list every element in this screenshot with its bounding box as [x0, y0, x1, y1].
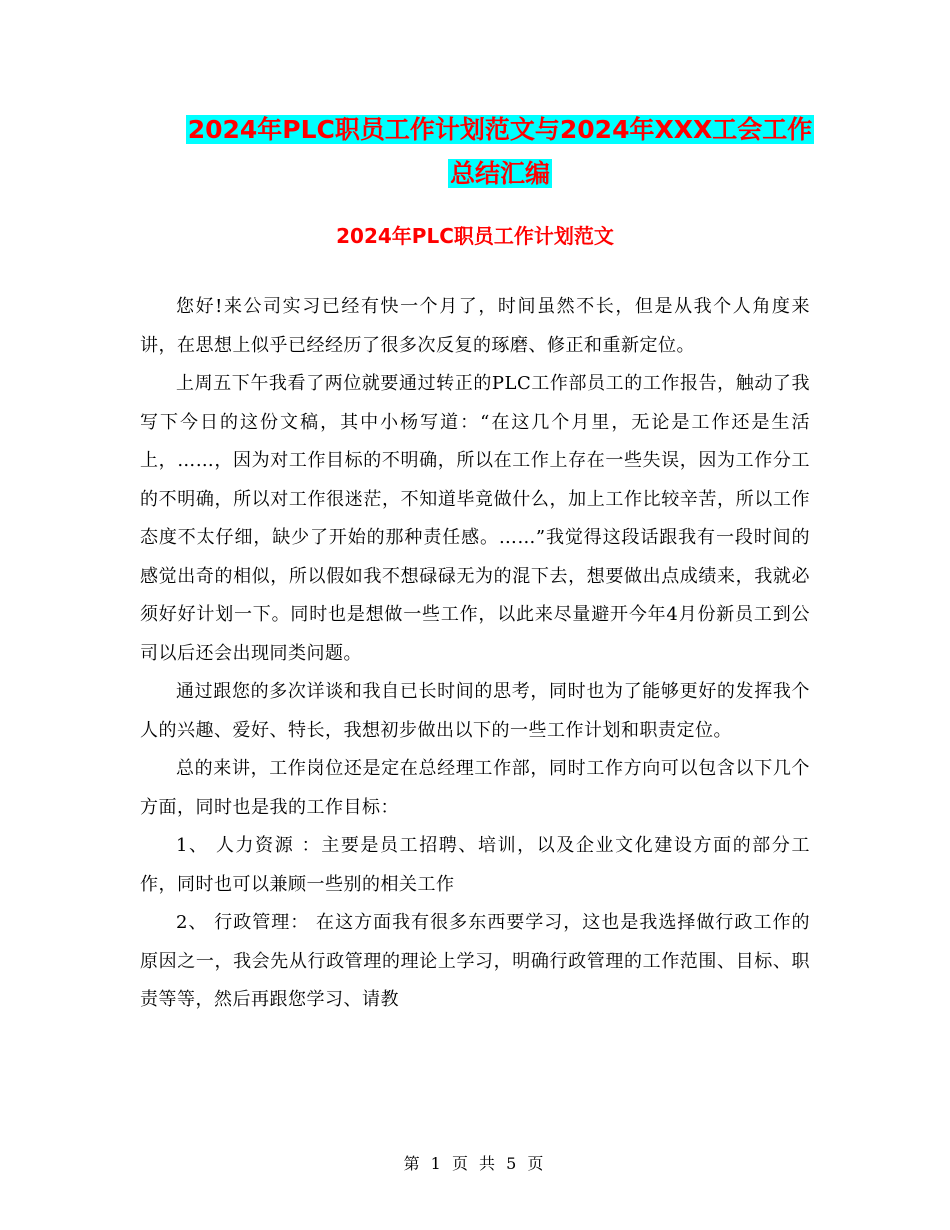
- paragraph: 您好!来公司实习已经有快一个月了，时间虽然不长，但是从我个人角度来讲，在思想上似乎已经经历了很多次反复的琢磨、修正和重新定位。: [140, 296, 810, 356]
- paragraph: 通过跟您的多次详谈和我自已长时间的思考，同时也为了能够更好的发挥我个人的兴趣、爱好、特长，我想初步做出以下的一些工作计划和职责定位。: [140, 681, 810, 741]
- document-title-line-2: 总结汇编: [449, 159, 550, 188]
- paragraph: 1、 人力资源 ：主要是员工招聘、培训，以及企业文化建设方面的部分工作，同时也可以兼顾一些别的相关工作: [140, 835, 810, 895]
- document-title-line-1: 2024年PLC职员工作计划范文与2024年XXX工会工作: [187, 115, 813, 144]
- paragraph: 总的来讲，工作岗位还是定在总经理工作部，同时工作方向可以包含以下几个方面，同时也是我的工作目标：: [140, 758, 810, 818]
- page-footer: 第 1 页 共 5 页: [403, 1154, 547, 1173]
- paragraph: 上周五下午我看了两位就要通过转正的PLC工作部员工的工作报告，触动了我写下今日的这份文稿，其中小杨写道：“在这几个月里，无论是工作还是生活上，……，因为对工作目标的不明确，所以在工作上存在一些失误，因为工作分工的不明确，所以对工作很迷茫，不知道毕竟做什么，加上工作比较辛苦，所以工作态度不太仔细，缺少了开始的那种责任感。……”我觉得这段话跟我有一段时间的感觉出奇的相似，所以假如我不想碌碌无为的混下去，想要做出点成绩来，我就必须好好计划一下。同时也是想做一些工作，以此来尽量避开今年4月份新员工到公司以后还会出现同类问题。: [140, 373, 810, 664]
- body-text: [140, 288, 810, 1020]
- paragraph: 2、 行政管理： 在这方面我有很多东西要学习，这也是我选择做行政工作的原因之一，我会先从行政管理的理论上学习，明确行政管理的工作范围、目标、职责等等，然后再跟您学习、请教: [140, 912, 810, 1010]
- section-title: 2024年PLC职员工作计划范文: [336, 224, 614, 248]
- document-title: [140, 108, 860, 196]
